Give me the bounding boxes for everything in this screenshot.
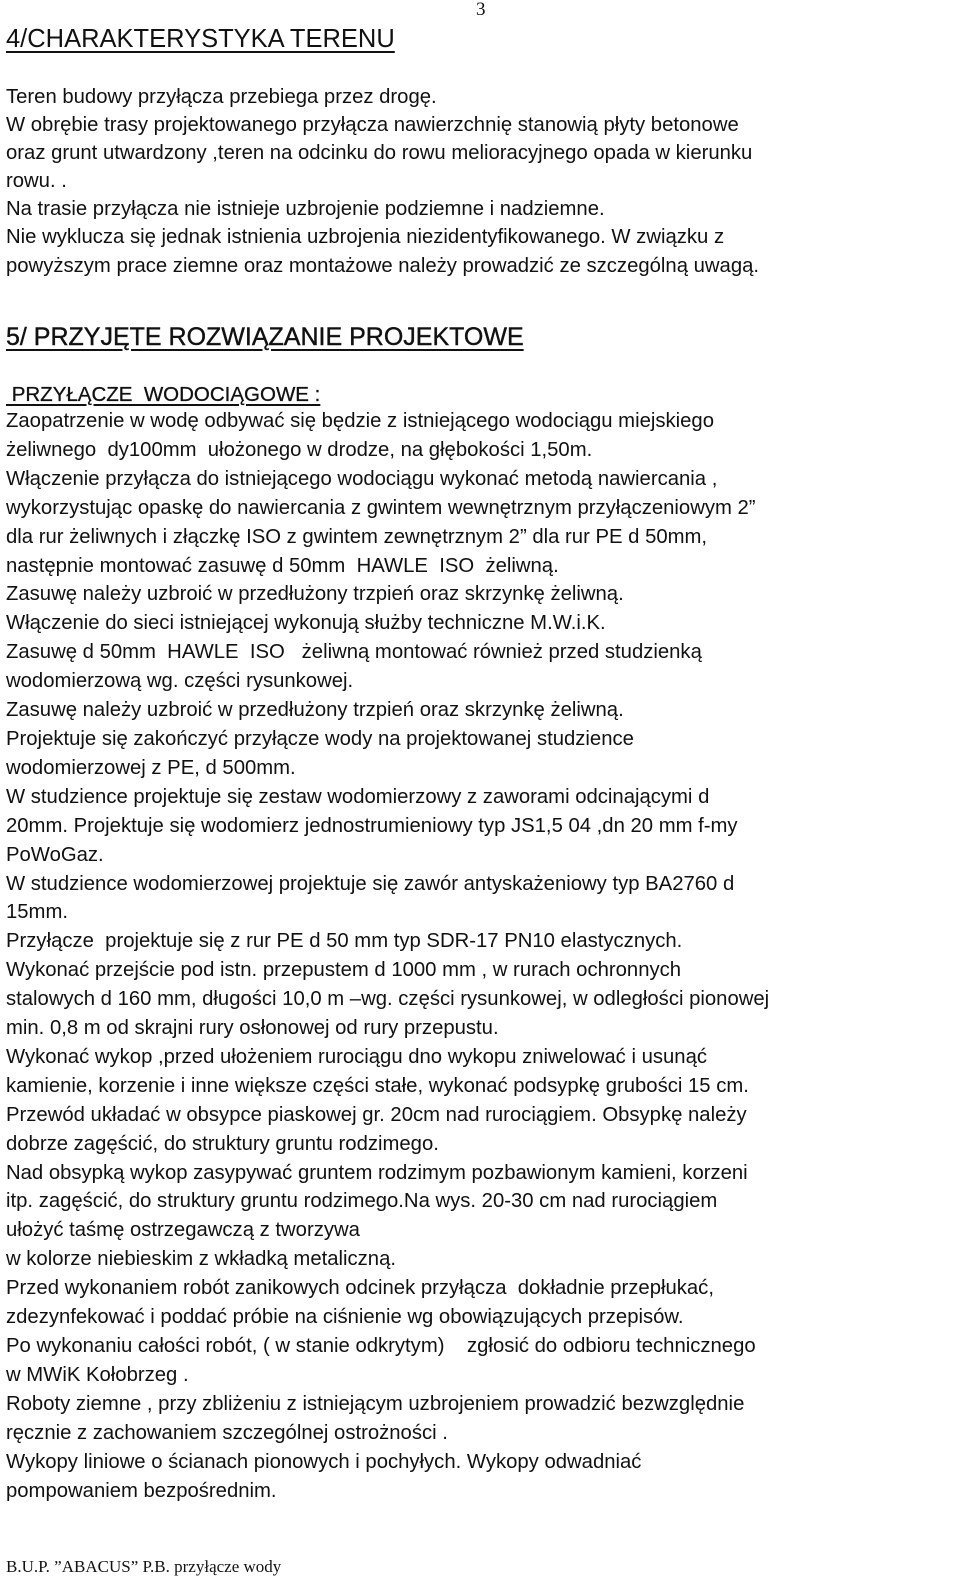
text-line: ręcznie z zachowaniem szczególnej ostrożności .: [6, 1421, 448, 1444]
text-line: Przyłącze projektuje się z rur PE d 50 mm typ SDR-17 PN10 elastycznych.: [6, 930, 683, 953]
text-line: Na trasie przyłącza nie istnieje uzbrojenie podziemne i nadziemne.: [6, 198, 605, 221]
section-heading-design-solution: 5/ PRZYJĘTE ROZWIĄZANIE PROJEKTOWE: [6, 323, 524, 351]
text-line: Zasuwę d 50mm HAWLE ISO żeliwną montować również przed studzienką: [6, 641, 702, 664]
text-line: Włączenie przyłącza do istniejącego wodociągu wykonać metodą nawiercania ,: [6, 467, 718, 490]
text-line: Przewód układać w obsypce piaskowej gr. 20cm nad rurociągiem. Obsypkę należy: [6, 1103, 747, 1126]
text-line: 15mm.: [6, 901, 68, 924]
text-line: ułożyć taśmę ostrzegawczą z tworzywa: [6, 1219, 360, 1242]
text-line: Roboty ziemne , przy zbliżeniu z istniejącym uzbrojeniem prowadzić bezwzględnie: [6, 1392, 745, 1415]
text-line: Projektuje się zakończyć przyłącze wody na projektowanej studzience: [6, 727, 634, 750]
text-line: rowu. .: [6, 170, 67, 193]
text-line: Wykopy liniowe o ścianach pionowych i pochyłych. Wykopy odwadniać: [6, 1450, 642, 1473]
text-line: w kolorze niebieskim z wkładką metaliczną.: [6, 1248, 396, 1271]
text-line: Przed wykonaniem robót zanikowych odcinek przyłącza dokładnie przepłukać,: [6, 1277, 714, 1300]
section-characteristics-text: [6, 83, 956, 280]
text-line: kamienie, korzenie i inne większe części stałe, wykonać podsypkę grubości 15 cm.: [6, 1074, 749, 1097]
text-line: Zasuwę należy uzbroić w przedłużony trzpień oraz skrzynkę żeliwną.: [6, 583, 624, 606]
text-line: W studzience wodomierzowej projektuje się zawór antyskażeniowy typ BA2760 d: [6, 872, 735, 895]
page-footer: B.U.P. ”ABACUS” P.B. przyłącze wody: [6, 1557, 282, 1576]
text-line: oraz grunt utwardzony ,teren na odcinku do rowu melioracyjnego opada w kierunku: [6, 142, 753, 165]
text-line: żeliwnego dy100mm ułożonego w drodze, na głębokości 1,50m.: [6, 438, 593, 461]
text-line: powyższym prace ziemne oraz montażowe należy prowadzić ze szczególną uwagą.: [6, 254, 760, 277]
text-line: Zaopatrzenie w wodę odbywać się będzie z istniejącego wodociągu miejskiego: [6, 410, 714, 432]
text-line: W studzience projektuje się zestaw wodomierzowy z zaworami odcinającymi d: [6, 785, 710, 808]
text-line: itp. zagęścić, do struktury gruntu rodzimego.Na wys. 20-30 cm nad rurociągiem: [6, 1190, 718, 1213]
text-line: Nad obsypką wykop zasypywać gruntem rodzimym pozbawionym kamieni, korzeni: [6, 1161, 748, 1184]
text-line: Po wykonaniu całości robót, ( w stanie odkrytym) zgłosić do odbioru technicznego: [6, 1335, 756, 1357]
text-line: następnie montować zasuwę d 50mm HAWLE ISO żeliwną.: [6, 554, 559, 577]
text-line: Wykonać wykop ,przed ułożeniem rurociągu dno wykopu zniwelować i usunąć: [6, 1045, 708, 1068]
text-line: Włączenie do sieci istniejącej wykonują służby techniczne M.W.i.K.: [6, 612, 606, 635]
section-heading-characteristics: 4/CHARAKTERYSTYKA TERENU: [6, 25, 395, 53]
text-line: min. 0,8 m od skrajni rury osłonowej od rury przepustu.: [6, 1017, 499, 1040]
subheading-water-connection: PRZYŁĄCZE WODOCIĄGOWE :: [6, 383, 321, 406]
page-number: 3: [476, 0, 486, 20]
text-line: dobrze zagęścić, do struktury gruntu rodzimego.: [6, 1132, 439, 1155]
text-line: Teren budowy przyłącza przebiega przez drogę.: [6, 86, 437, 108]
text-line: Wykonać przejście pod istn. przepustem d 1000 mm , w rurach ochronnych: [6, 959, 682, 982]
text-line: stalowych d 160 mm, długości 10,0 m –wg. części rysunkowej, w odległości pionowej: [6, 988, 770, 1011]
section-characteristics: [6, 24, 956, 280]
text-line: wykorzystując opaskę do nawiercania z gwintem wewnętrznym przyłączeniowym 2”: [6, 496, 756, 519]
text-line: PoWoGaz.: [6, 843, 104, 866]
text-line: 20mm. Projektuje się wodomierz jednostrumieniowy typ JS1,5 04 ,dn 20 mm f-my: [6, 814, 738, 837]
section-design-solution: [6, 322, 956, 1505]
text-line: W obrębie trasy projektowanego przyłącza nawierzchnię stanowią płyty betonowe: [6, 114, 739, 137]
text-line: zdezynfekować i poddać próbie na ciśnienie wg obowiązujących przepisów.: [6, 1306, 684, 1329]
text-line: Zasuwę należy uzbroić w przedłużony trzpień oraz skrzynkę żeliwną.: [6, 699, 624, 722]
text-line: pompowaniem bezpośrednim.: [6, 1479, 277, 1502]
text-line: wodomierzowej z PE, d 500mm.: [6, 756, 296, 779]
text-line: dla rur żeliwnych i złączkę ISO z gwintem zewnętrznym 2” dla rur PE d 50mm,: [6, 525, 708, 548]
text-line: Nie wyklucza się jednak istnienia uzbrojenia niezidentyfikowanego. W związku z: [6, 226, 725, 249]
text-line: w MWiK Kołobrzeg .: [6, 1363, 189, 1386]
section-design-solution-text: [6, 407, 956, 1505]
text-line: wodomierzową wg. części rysunkowej.: [6, 670, 354, 693]
